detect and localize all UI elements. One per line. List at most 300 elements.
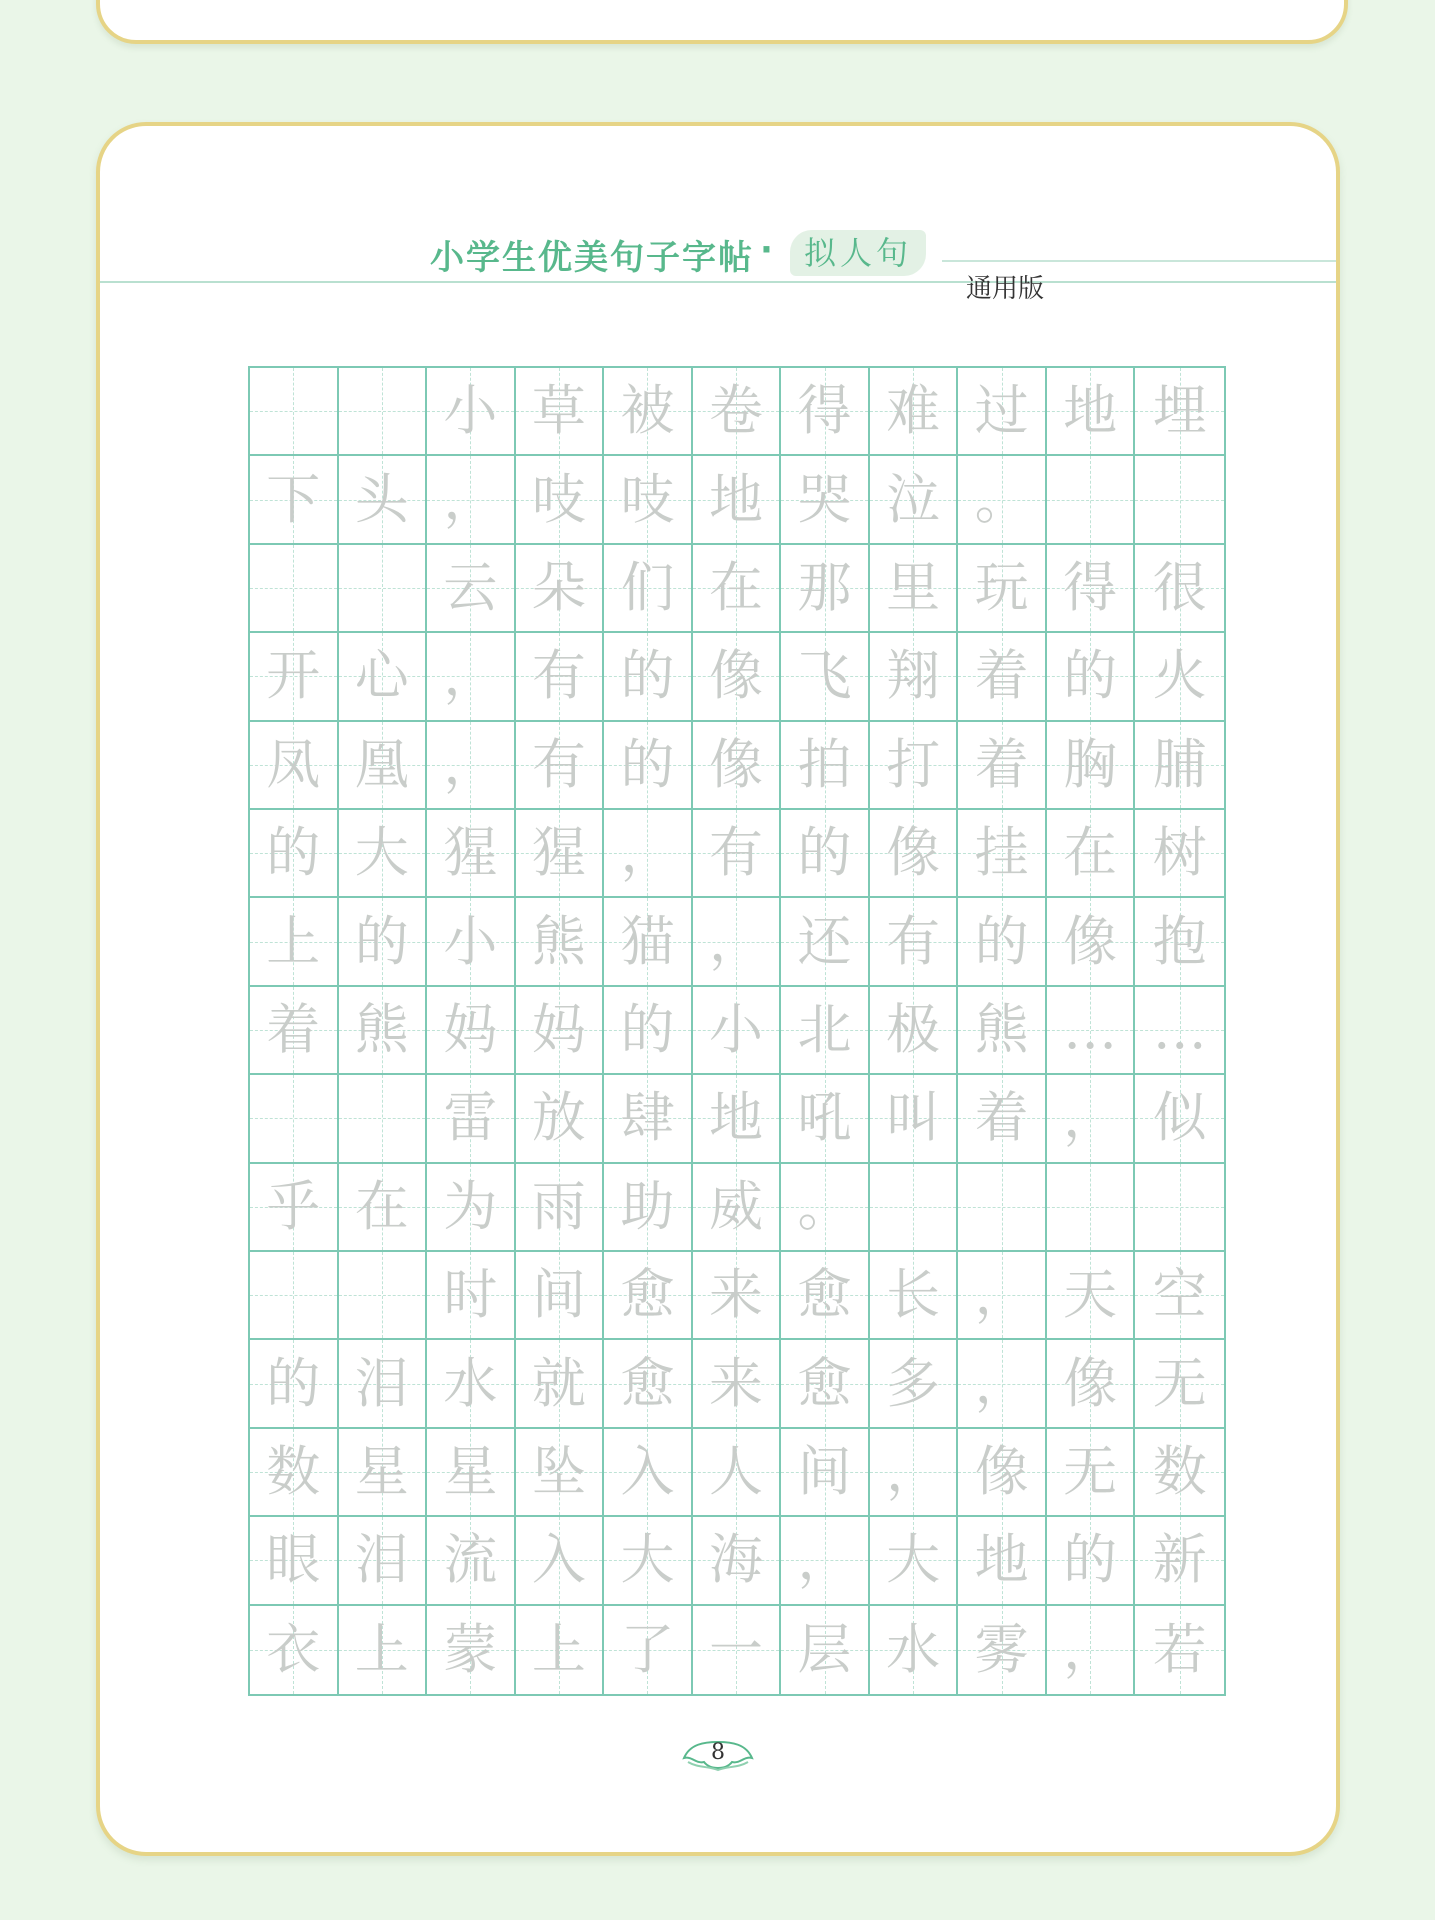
- trace-character: 间: [797, 1439, 852, 1503]
- trace-character: 叫: [886, 1086, 941, 1150]
- grid-cell: [604, 456, 693, 544]
- grid-cell: [516, 722, 605, 810]
- trace-character: 间: [531, 1263, 586, 1327]
- grid-cell: [870, 810, 959, 898]
- trace-character: 卷: [708, 379, 763, 443]
- trace-character: 愈: [797, 1263, 852, 1327]
- trace-character: ，: [708, 909, 763, 973]
- grid-cell: [958, 898, 1047, 986]
- trace-character: 树: [1152, 821, 1207, 885]
- grid-cell: [781, 722, 870, 810]
- grid-cell: [781, 987, 870, 1075]
- grid-cell: [1135, 987, 1224, 1075]
- grid-cell: [693, 545, 782, 633]
- grid-cell: [250, 1606, 339, 1694]
- header-divider: [100, 281, 1336, 283]
- grid-cell: [781, 1340, 870, 1428]
- grid-cell: [250, 1429, 339, 1517]
- grid-cell: [958, 368, 1047, 456]
- book-title: 小学生优美句子字帖: [430, 238, 754, 278]
- previous-page-card: [96, 0, 1348, 44]
- grid-cell: [339, 1517, 428, 1605]
- grid-cell: [693, 1252, 782, 1340]
- grid-cell: [427, 722, 516, 810]
- grid-cell: [339, 1164, 428, 1252]
- trace-character: 雷: [443, 1086, 498, 1150]
- trace-character: 吼: [797, 1086, 852, 1150]
- grid-cell: [516, 1164, 605, 1252]
- grid-cell: [604, 722, 693, 810]
- trace-character: ，: [1063, 1617, 1118, 1681]
- trace-character: 们: [620, 555, 675, 619]
- trace-character: 上: [354, 1617, 409, 1681]
- trace-character: 数: [266, 1439, 321, 1503]
- grid-cell: [1047, 1252, 1136, 1340]
- grid-cell: [870, 456, 959, 544]
- tracing-grid: [248, 366, 1226, 1696]
- grid-cell: [604, 368, 693, 456]
- trace-character: 来: [708, 1351, 763, 1415]
- trace-character: 人: [708, 1439, 763, 1503]
- trace-character: 像: [708, 732, 763, 796]
- grid-cell: [604, 1075, 693, 1163]
- grid-cell: [693, 456, 782, 544]
- grid-cell: [693, 1606, 782, 1694]
- trace-character: 打: [886, 732, 941, 796]
- trace-character: 多: [886, 1351, 941, 1415]
- trace-character: 挂: [974, 821, 1029, 885]
- trace-character: 还: [797, 909, 852, 973]
- grid-cell: [958, 545, 1047, 633]
- header-divider-right: [942, 260, 1336, 262]
- grid-cell: [1047, 368, 1136, 456]
- trace-character: 星: [354, 1439, 409, 1503]
- trace-character: 为: [443, 1174, 498, 1238]
- grid-cell: [516, 368, 605, 456]
- grid-cell: [1047, 722, 1136, 810]
- trace-character: 的: [354, 909, 409, 973]
- grid-cell: [516, 1252, 605, 1340]
- grid-cell: [1135, 545, 1224, 633]
- grid-cell: [1047, 545, 1136, 633]
- grid-cell: [781, 633, 870, 721]
- trace-character: 衣: [266, 1617, 321, 1681]
- grid-cell: [1135, 633, 1224, 721]
- trace-character: 雾: [974, 1617, 1029, 1681]
- grid-cell: [250, 456, 339, 544]
- trace-character: 有: [531, 644, 586, 708]
- trace-character: 妈: [531, 997, 586, 1061]
- trace-character: 凤: [266, 732, 321, 796]
- grid-cell: [1135, 1164, 1224, 1252]
- grid-cell: [693, 1340, 782, 1428]
- trace-character: 愈: [620, 1351, 675, 1415]
- trace-character: 脯: [1152, 732, 1207, 796]
- trace-character: ，: [1063, 1086, 1118, 1150]
- trace-character: 大: [354, 821, 409, 885]
- trace-character: 很: [1152, 555, 1207, 619]
- grid-cell: [427, 1164, 516, 1252]
- grid-cell: [339, 1340, 428, 1428]
- trace-character: 无: [1152, 1351, 1207, 1415]
- grid-cell: [339, 1429, 428, 1517]
- grid-cell: [516, 1075, 605, 1163]
- trace-character: 有: [708, 821, 763, 885]
- trace-character: 像: [708, 644, 763, 708]
- grid-cell: [250, 1340, 339, 1428]
- trace-character: 愈: [620, 1263, 675, 1327]
- grid-cell: [250, 545, 339, 633]
- grid-cell: [516, 456, 605, 544]
- grid-cell: [693, 368, 782, 456]
- grid-cell: [693, 810, 782, 898]
- trace-character: 。: [974, 467, 1029, 531]
- trace-character: 的: [620, 644, 675, 708]
- trace-character: 云: [443, 555, 498, 619]
- grid-cell: [250, 898, 339, 986]
- trace-character: 愈: [797, 1351, 852, 1415]
- trace-character: 妈: [443, 997, 498, 1061]
- grid-cell: [781, 1429, 870, 1517]
- trace-character: 威: [708, 1174, 763, 1238]
- grid-cell: [781, 545, 870, 633]
- trace-character: 被: [620, 379, 675, 443]
- trace-character: 上: [266, 909, 321, 973]
- grid-cell: [427, 810, 516, 898]
- grid-cell: [339, 1252, 428, 1340]
- trace-character: 时: [443, 1263, 498, 1327]
- grid-cell: [250, 722, 339, 810]
- grid-cell: [870, 1340, 959, 1428]
- trace-character: 哭: [797, 467, 852, 531]
- grid-cell: [958, 633, 1047, 721]
- grid-cell: [781, 456, 870, 544]
- trace-character: 入: [620, 1439, 675, 1503]
- trace-character: 在: [708, 555, 763, 619]
- trace-character: 眼: [266, 1528, 321, 1592]
- trace-character: 猩: [443, 821, 498, 885]
- grid-cell: [1135, 1606, 1224, 1694]
- trace-character: 海: [708, 1528, 763, 1592]
- grid-cell: [1047, 898, 1136, 986]
- grid-cell: [339, 368, 428, 456]
- trace-character: 大: [620, 1528, 675, 1592]
- grid-cell: [1135, 1517, 1224, 1605]
- grid-cell: [339, 898, 428, 986]
- grid-cell: [958, 1252, 1047, 1340]
- trace-character: 助: [620, 1174, 675, 1238]
- trace-character: 。: [797, 1174, 852, 1238]
- grid-cell: [781, 1164, 870, 1252]
- trace-character: 大: [886, 1528, 941, 1592]
- grid-cell: [516, 1340, 605, 1428]
- grid-cell: [604, 1252, 693, 1340]
- trace-character: 得: [1063, 555, 1118, 619]
- grid-cell: [516, 810, 605, 898]
- grid-cell: [427, 456, 516, 544]
- trace-character: ，: [443, 644, 498, 708]
- trace-character: ，: [974, 1263, 1029, 1327]
- trace-character: 像: [886, 821, 941, 885]
- grid-cell: [958, 1340, 1047, 1428]
- trace-character: 开: [266, 644, 321, 708]
- grid-cell: [1135, 456, 1224, 544]
- grid-cell: [604, 1164, 693, 1252]
- title-separator: ·: [760, 230, 773, 270]
- grid-cell: [339, 456, 428, 544]
- trace-character: 入: [531, 1528, 586, 1592]
- grid-cell: [250, 368, 339, 456]
- trace-character: 的: [797, 821, 852, 885]
- workbook-page: [96, 122, 1340, 1856]
- trace-character: 难: [886, 379, 941, 443]
- grid-cell: [604, 545, 693, 633]
- grid-cell: [781, 368, 870, 456]
- grid-cell: [250, 1075, 339, 1163]
- trace-character: 坠: [531, 1439, 586, 1503]
- grid-cell: [604, 1429, 693, 1517]
- trace-character: 新: [1152, 1528, 1207, 1592]
- grid-cell: [427, 545, 516, 633]
- grid-cell: [693, 1164, 782, 1252]
- grid-cell: [693, 722, 782, 810]
- edition-label: 通用版: [966, 274, 1045, 304]
- trace-character: 拍: [797, 732, 852, 796]
- trace-character: 凰: [354, 732, 409, 796]
- trace-character: 一: [708, 1617, 763, 1681]
- trace-character: 极: [886, 997, 941, 1061]
- trace-character: 乎: [266, 1174, 321, 1238]
- grid-cell: [427, 1606, 516, 1694]
- grid-cell: [870, 987, 959, 1075]
- grid-cell: [958, 987, 1047, 1075]
- grid-cell: [427, 1517, 516, 1605]
- grid-cell: [250, 987, 339, 1075]
- trace-character: …: [1152, 997, 1207, 1061]
- trace-character: 着: [974, 644, 1029, 708]
- trace-character: 星: [443, 1439, 498, 1503]
- grid-cell: [604, 1340, 693, 1428]
- page-number-badge: [678, 1736, 758, 1776]
- trace-character: 的: [266, 821, 321, 885]
- trace-character: 水: [886, 1617, 941, 1681]
- grid-cell: [1047, 633, 1136, 721]
- trace-character: 地: [974, 1528, 1029, 1592]
- trace-character: …: [1063, 997, 1118, 1061]
- grid-cell: [427, 1252, 516, 1340]
- grid-cell: [958, 456, 1047, 544]
- trace-character: 像: [1063, 1351, 1118, 1415]
- trace-character: 上: [531, 1617, 586, 1681]
- trace-character: 小: [708, 997, 763, 1061]
- grid-cell: [870, 1075, 959, 1163]
- trace-character: 下: [266, 467, 321, 531]
- trace-character: 雨: [531, 1174, 586, 1238]
- grid-cell: [1135, 898, 1224, 986]
- grid-cell: [339, 545, 428, 633]
- grid-cell: [516, 898, 605, 986]
- grid-cell: [870, 368, 959, 456]
- grid-cell: [516, 987, 605, 1075]
- grid-cell: [958, 1517, 1047, 1605]
- trace-character: 无: [1063, 1439, 1118, 1503]
- grid-cell: [1135, 722, 1224, 810]
- grid-cell: [870, 1252, 959, 1340]
- grid-cell: [427, 987, 516, 1075]
- trace-character: 数: [1152, 1439, 1207, 1503]
- grid-cell: [958, 1606, 1047, 1694]
- trace-character: 地: [708, 1086, 763, 1150]
- trace-character: 得: [797, 379, 852, 443]
- grid-cell: [870, 1429, 959, 1517]
- trace-character: ，: [974, 1351, 1029, 1415]
- grid-cell: [516, 1606, 605, 1694]
- trace-character: 泪: [354, 1528, 409, 1592]
- trace-character: 翔: [886, 644, 941, 708]
- grid-cell: [427, 1075, 516, 1163]
- trace-character: 天: [1063, 1263, 1118, 1327]
- grid-cell: [870, 1517, 959, 1605]
- trace-character: 水: [443, 1351, 498, 1415]
- trace-character: 小: [443, 379, 498, 443]
- grid-cell: [1135, 1429, 1224, 1517]
- trace-character: 过: [974, 379, 1029, 443]
- grid-cell: [781, 810, 870, 898]
- grid-cell: [1135, 1075, 1224, 1163]
- trace-character: 着: [266, 997, 321, 1061]
- grid-cell: [250, 1252, 339, 1340]
- grid-cell: [604, 1606, 693, 1694]
- trace-character: 肆: [620, 1086, 675, 1150]
- grid-cell: [693, 1429, 782, 1517]
- grid-cell: [339, 810, 428, 898]
- trace-character: ，: [443, 732, 498, 796]
- grid-cell: [604, 633, 693, 721]
- grid-cell: [427, 633, 516, 721]
- trace-character: 在: [354, 1174, 409, 1238]
- trace-character: 地: [1063, 379, 1118, 443]
- grid-cell: [1047, 1517, 1136, 1605]
- page-number: 8: [711, 1740, 725, 1765]
- trace-character: 蒙: [443, 1617, 498, 1681]
- trace-character: ，: [797, 1528, 852, 1592]
- grid-cell: [516, 633, 605, 721]
- grid-cell: [781, 1252, 870, 1340]
- grid-cell: [870, 633, 959, 721]
- trace-character: 层: [797, 1617, 852, 1681]
- grid-cell: [958, 1075, 1047, 1163]
- grid-cell: [604, 987, 693, 1075]
- trace-character: 胸: [1063, 732, 1118, 796]
- grid-cell: [958, 1429, 1047, 1517]
- grid-cell: [1135, 810, 1224, 898]
- trace-character: 草: [531, 379, 586, 443]
- grid-cell: [958, 810, 1047, 898]
- grid-cell: [604, 898, 693, 986]
- grid-cell: [250, 1517, 339, 1605]
- trace-character: 来: [708, 1263, 763, 1327]
- trace-character: 着: [974, 732, 1029, 796]
- grid-cell: [604, 810, 693, 898]
- trace-character: 的: [620, 732, 675, 796]
- grid-cell: [781, 898, 870, 986]
- trace-character: 猫: [620, 909, 675, 973]
- trace-character: 放: [531, 1086, 586, 1150]
- trace-character: 里: [886, 555, 941, 619]
- grid-cell: [870, 898, 959, 986]
- grid-cell: [1047, 1164, 1136, 1252]
- grid-cell: [427, 898, 516, 986]
- grid-cell: [781, 1517, 870, 1605]
- trace-character: 着: [974, 1086, 1029, 1150]
- trace-character: 玩: [974, 555, 1029, 619]
- trace-character: 若: [1152, 1617, 1207, 1681]
- grid-cell: [339, 722, 428, 810]
- grid-cell: [339, 1606, 428, 1694]
- trace-character: 火: [1152, 644, 1207, 708]
- trace-character: 飞: [797, 644, 852, 708]
- trace-character: 流: [443, 1528, 498, 1592]
- grid-cell: [250, 633, 339, 721]
- trace-character: 长: [886, 1263, 941, 1327]
- trace-character: 的: [1063, 1528, 1118, 1592]
- grid-cell: [1047, 456, 1136, 544]
- trace-character: 那: [797, 555, 852, 619]
- grid-cell: [693, 987, 782, 1075]
- grid-cell: [339, 633, 428, 721]
- grid-cell: [1047, 1075, 1136, 1163]
- trace-character: 地: [708, 467, 763, 531]
- trace-character: 像: [1063, 909, 1118, 973]
- grid-cell: [1047, 810, 1136, 898]
- grid-cell: [958, 1164, 1047, 1252]
- trace-character: 熊: [531, 909, 586, 973]
- trace-character: 吱: [620, 467, 675, 531]
- trace-character: 有: [531, 732, 586, 796]
- trace-character: 在: [1063, 821, 1118, 885]
- trace-character: 朵: [531, 555, 586, 619]
- grid-cell: [693, 1075, 782, 1163]
- grid-cell: [250, 810, 339, 898]
- grid-cell: [1047, 1429, 1136, 1517]
- trace-character: 头: [354, 467, 409, 531]
- trace-character: 空: [1152, 1263, 1207, 1327]
- trace-character: 吱: [531, 467, 586, 531]
- trace-character: 的: [620, 997, 675, 1061]
- grid-cell: [1135, 368, 1224, 456]
- grid-cell: [516, 1517, 605, 1605]
- trace-character: ，: [443, 467, 498, 531]
- grid-cell: [1135, 1252, 1224, 1340]
- grid-cell: [958, 722, 1047, 810]
- grid-cell: [604, 1517, 693, 1605]
- trace-character: ，: [886, 1439, 941, 1503]
- trace-character: 有: [886, 909, 941, 973]
- trace-character: 了: [620, 1617, 675, 1681]
- grid-cell: [693, 633, 782, 721]
- grid-cell: [1047, 1606, 1136, 1694]
- grid-cell: [1135, 1340, 1224, 1428]
- trace-character: 就: [531, 1351, 586, 1415]
- trace-character: 埋: [1152, 379, 1207, 443]
- grid-cell: [1047, 987, 1136, 1075]
- grid-cell: [781, 1606, 870, 1694]
- trace-character: 似: [1152, 1086, 1207, 1150]
- trace-character: 熊: [354, 997, 409, 1061]
- grid-cell: [870, 1164, 959, 1252]
- trace-character: 像: [974, 1439, 1029, 1503]
- trace-character: 泣: [886, 467, 941, 531]
